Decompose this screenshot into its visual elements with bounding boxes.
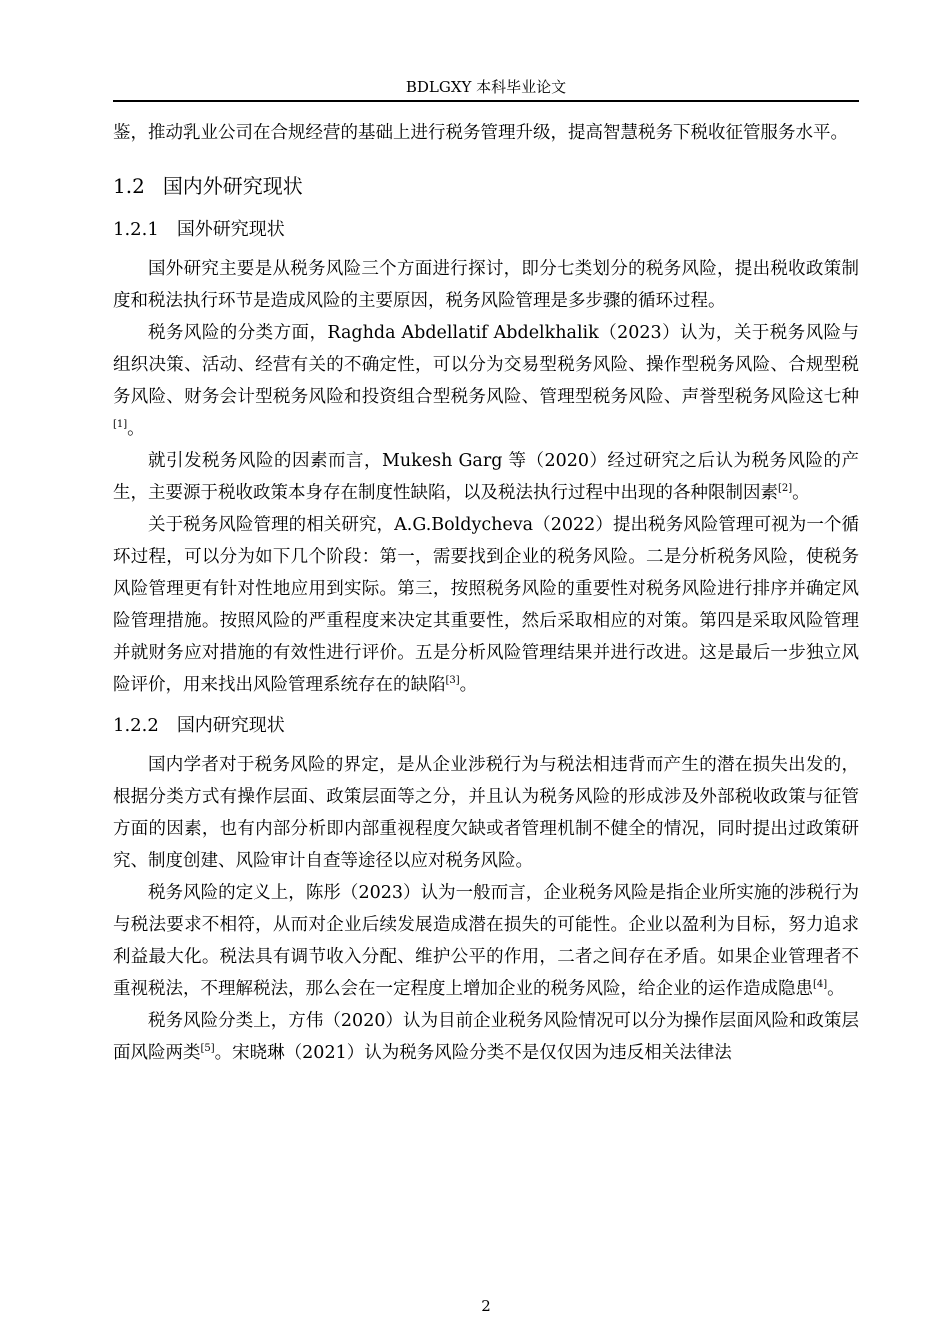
domestic-paragraph-3 <box>113 1005 859 1069</box>
page-number: 2 <box>481 1297 491 1315</box>
paragraph-text: 税务风险分类上，方伟（2020）认为目前企业税务风险情况可以分为操作层面风险和政策层面风险两类 <box>113 1011 859 1063</box>
section-number: 1.2 <box>113 174 145 198</box>
foreign-paragraph-3 <box>113 445 859 509</box>
subsection-heading-domestic <box>113 711 859 741</box>
paragraph-end: 。 <box>792 483 810 503</box>
paragraph-text: 税务风险的定义上，陈彤（2023）认为一般而言，企业税务风险是指企业所实施的涉税行为与税法要求不相符，从而对企业后续发展造成潜在损失的可能性。企业以盈利为目标，努力追求利益最大化。税法具有调节收入分配、维护公平的作用，二者之间存在矛盾。如果企业管理者不重视税法，不理解税法，那么会在一定程度上增加企业的税务风险，给企业的运作造成隐患 <box>113 883 859 999</box>
domestic-paragraph-2 <box>113 877 859 1005</box>
subsection-title: 国外研究现状 <box>176 219 285 240</box>
subsection-number: 1.2.2 <box>113 715 159 736</box>
subsection-heading-foreign <box>113 215 859 245</box>
citation-ref: [2] <box>778 483 793 495</box>
paragraph-text: 就引发税务风险的因素而言，Mukesh Garg 等（2020）经过研究之后认为税务风险的产生，主要源于税收政策本身存在制度性缺陷，以及税法执行过程中出现的各种限制因素 <box>113 451 859 503</box>
paragraph-end: 。 <box>827 979 845 999</box>
paragraph-text: 关于税务风险管理的相关研究，A.G.Boldycheva（2022）提出税务风险管理可视为一个循环过程，可以分为如下几个阶段：第一，需要找到企业的税务风险。二是分析税务风险，使税务风险管理更有针对性地应用到实际。第三，按照税务风险的重要性对税务风险进行排序并确定风险管理措施。按照风险的严重程度来决定其重要性，然后采取相应的对策。第四是采取风险管理并就财务应对措施的有效性进行评价。五是分析风险管理结果并进行改进。这是最后一步独立风险评价，用来找出风险管理系统存在的缺陷 <box>113 515 859 695</box>
foreign-paragraph-1: 国外研究主要是从税务风险三个方面进行探讨，即分七类划分的税务风险，提出税收政策制度和税法执行环节是造成风险的主要原因，税务风险管理是多步骤的循环过程。 <box>113 259 859 311</box>
continuation-paragraph: 鉴，推动乳业公司在合规经营的基础上进行税务管理升级，提高智慧税务下税收征管服务水平。 <box>113 123 848 143</box>
citation-ref: [4] <box>813 979 828 991</box>
citation-ref: [3] <box>445 675 460 687</box>
citation-ref: [5] <box>200 1043 215 1055</box>
page-body <box>113 117 859 1069</box>
domestic-paragraph-1: 国内学者对于税务风险的界定，是从企业涉税行为与税法相违背而产生的潜在损失出发的，根据分类方式有操作层面、政策层面等之分，并且认为税务风险的形成涉及外部税收政策与征管方面的因素，也有内部分析即内部重视程度欠缺或者管理机制不健全的情况，同时提出过政策研究、制度创建、风险审计自查等途径以应对税务风险。 <box>113 755 859 871</box>
paragraph-text: 税务风险的分类方面，Raghda Abdellatif Abdelkhalik（2023）认为，关于税务风险与组织决策、活动、经营有关的不确定性，可以分为交易型税务风险、操作型税务风险、合规型税务风险、财务会计型税务风险和投资组合型税务风险、管理型税务风险、声誉型税务风险这七种 <box>113 323 859 407</box>
paragraph-end: 。 <box>459 675 478 695</box>
section-title: 国内外研究现状 <box>162 174 303 198</box>
section-heading <box>113 171 859 201</box>
paragraph-tail: 。宋晓琳（2021）认为税务风险分类不是仅仅因为违反相关法律法 <box>214 1043 732 1063</box>
citation-ref: [1] <box>113 419 128 431</box>
subsection-title: 国内研究现状 <box>176 715 285 736</box>
paragraph-end: 。 <box>127 419 145 439</box>
subsection-number: 1.2.1 <box>113 219 159 240</box>
foreign-paragraph-2 <box>113 317 859 445</box>
header-rule <box>113 100 859 102</box>
running-header: BDLGXY 本科毕业论文 <box>405 78 567 96</box>
foreign-paragraph-4 <box>113 509 859 701</box>
